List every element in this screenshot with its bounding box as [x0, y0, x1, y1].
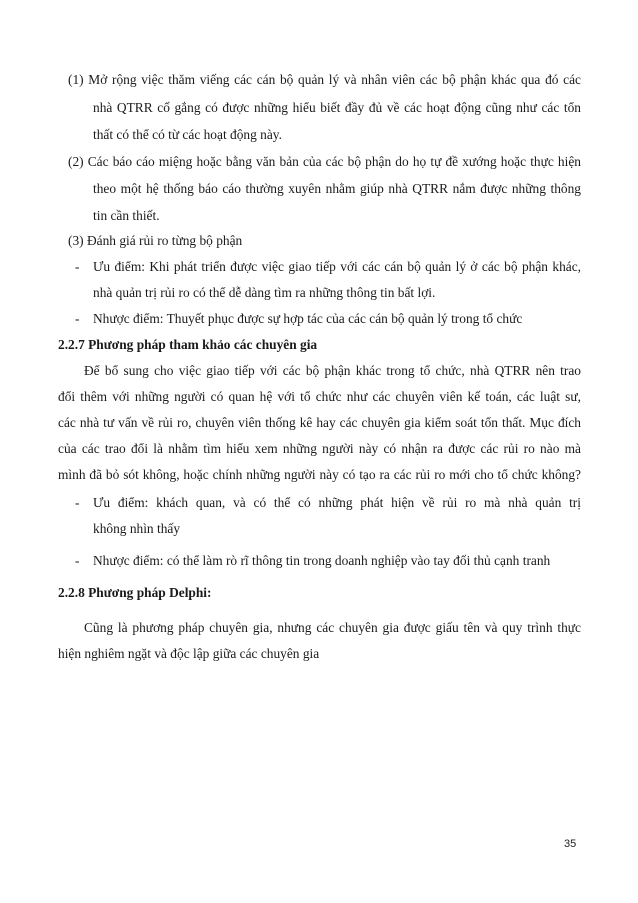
item1-line1: (1) Mở rộng việc thăm viếng các cán bộ quản lý và nhân viên các bộ phận khác qua đó các [68, 72, 581, 87]
section-228-para-line2: hiện nghiêm ngặt và độc lập giữa các chuyên gia [58, 646, 320, 661]
section-227-para-line2: đổi thêm với những người có quan hệ với tổ chức như các chuyên viên kế toán, các luật sư, [58, 389, 581, 404]
item3-heading: (3) Đánh giá rủi ro từng bộ phận [68, 233, 243, 248]
section-227-pros-line2: không nhìn thấy [93, 521, 181, 536]
section-228-heading: 2.2.8 Phương pháp Delphi: [58, 585, 212, 600]
item2-line3: tin cần thiết. [93, 208, 160, 223]
section-227-cons-dash: - [75, 553, 80, 568]
section-227-para-line3: các nhà tư vấn về rủi ro, chuyên viên thống kê hay các chuyên gia kiểm soát tổn thất. Mục đích [58, 415, 581, 430]
section-227-pros-line1: Ưu điểm: khách quan, và có thể có những phát hiện về rủi ro mà nhà quản trị [93, 495, 581, 510]
page-number: 35 [564, 838, 577, 850]
item1-line3: thất có thể có từ các hoạt động này. [93, 127, 282, 142]
item2-line2: theo một hệ thống báo cáo thường xuyên nhằm giúp nhà QTRR nắm được những thông [93, 181, 581, 196]
item1-line2: nhà QTRR cố gắng có được những hiểu biết đầy đủ về các hoạt động cũng như các tổn [93, 100, 581, 115]
section-227-para-line1: Để bổ sung cho việc giao tiếp với các bộ phận khác trong tổ chức, nhà QTRR nên trao [84, 363, 581, 378]
section-227-heading: 2.2.7 Phương pháp tham khảo các chuyên gia [58, 337, 318, 352]
section-227-cons-line1: Nhược điểm: có thể làm rò rĩ thông tin trong doanh nghiệp vào tay đối thủ cạnh tranh [93, 553, 551, 568]
section-228-para-line1: Cũng là phương pháp chuyên gia, nhưng các chuyên gia được giấu tên và quy trình thực [84, 620, 581, 635]
item2-line1: (2) Các báo cáo miệng hoặc bằng văn bản của các bộ phận do họ tự đề xướng hoặc thực hiện [68, 154, 581, 169]
section-227-pros-dash: - [75, 495, 80, 510]
item3-pros-line1: Ưu điểm: Khi phát triển được việc giao tiếp với các cán bộ quản lý ở các bộ phận khác, [93, 259, 581, 274]
section-227-para-line5: mình đã bỏ sót không, hoặc chính những người này có tạo ra các rủi ro mới cho tổ chức không? [58, 467, 581, 482]
item3-cons-line1: Nhược điểm: Thuyết phục được sự hợp tác của các cán bộ quản lý trong tổ chức [93, 311, 523, 326]
item3-cons-dash: - [75, 311, 80, 326]
item3-pros-dash: - [75, 259, 80, 274]
section-227-para-line4: của các trao đổi là nhằm tìm hiểu xem những người này có nhận ra được các rủi ro nào mà [58, 441, 581, 456]
item3-pros-line2: nhà quản trị rủi ro có thể dễ dàng tìm ra những thông tin bất lợi. [93, 285, 436, 300]
